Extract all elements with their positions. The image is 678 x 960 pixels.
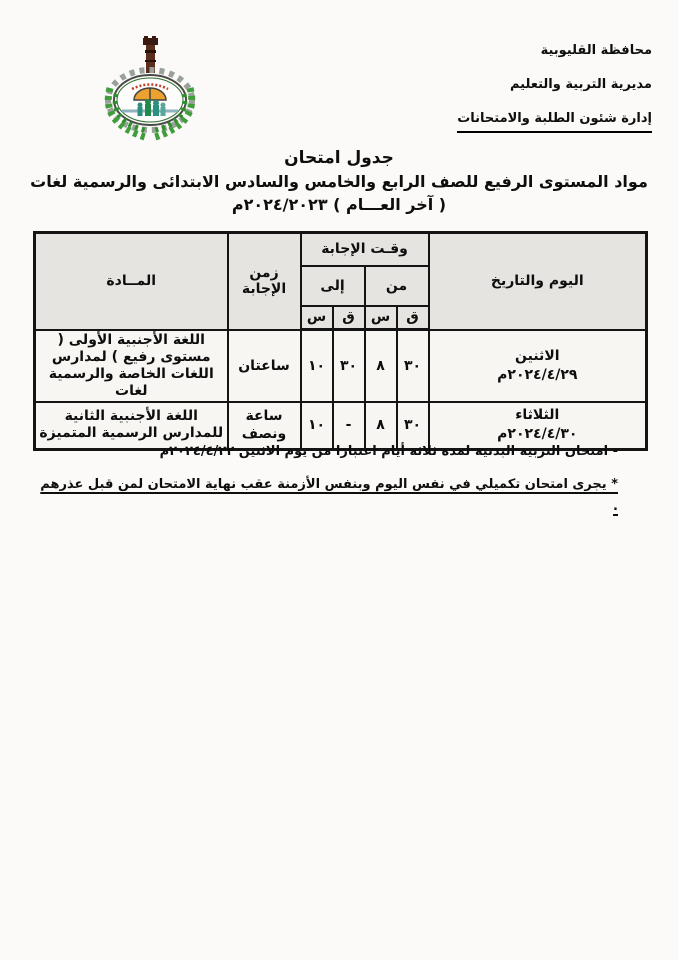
administration-name: إدارة شئون الطلبة والامتحانات xyxy=(457,110,652,133)
cell-from-minutes: ٣٠ xyxy=(397,330,429,402)
directorate-name: مديرية التربية والتعليم xyxy=(509,77,652,92)
day-name: الاثنين xyxy=(515,347,560,364)
title-subjects: مواد المستوى الرفيع للصف الرابع والخامس والسادس الابتدائى والرسمية لغات xyxy=(30,172,648,191)
col-header-to-minutes: ق xyxy=(333,306,365,330)
cell-duration: ساعة ونصف xyxy=(228,402,301,450)
col-header-subject: المــادة xyxy=(35,233,228,330)
cell-duration: ساعتان xyxy=(228,330,301,402)
note-physical-education: - امتحان التربية البدنية لمدة ثلاثة أيام اعتبارا من يوم الاثنين ٢٠٢٤/٤/٢٢م xyxy=(159,444,618,459)
cell-from-hours: ٨ xyxy=(365,402,397,450)
cell-from-hours: ٨ xyxy=(365,330,397,402)
qalyubia-governorate-logo-icon xyxy=(92,36,208,146)
cell-subject: اللغة الأجنبية الأولى ( مستوى رفيع ) لمدارس اللغات الخاصة والرسمية لغات xyxy=(35,330,228,402)
col-header-day-date: اليوم والتاريخ xyxy=(429,233,647,330)
cell-day-date xyxy=(429,330,647,402)
col-header-duration: زمن الإجابة xyxy=(228,233,301,330)
cell-to-hours: ١٠ xyxy=(301,330,333,402)
col-header-answer-time: وقـت الإجابة xyxy=(301,233,429,266)
day-name: الثلاثاء xyxy=(515,407,560,424)
col-header-from: من xyxy=(365,266,429,306)
col-header-from-hours: س xyxy=(365,306,397,330)
date-value: ٢٠٢٤/٤/٢٩م xyxy=(497,366,578,383)
table-row xyxy=(35,330,647,402)
footnotes xyxy=(38,441,618,529)
cell-subject: اللغة الأجنبية الثانية للمدارس الرسمية المتميزة xyxy=(35,402,228,450)
exam-schedule-table xyxy=(33,231,648,451)
col-header-to-hours: س xyxy=(301,306,333,330)
governorate-name: محافظة القليوبية xyxy=(540,43,652,58)
cell-to-hours: ١٠ xyxy=(301,402,333,450)
col-header-from-minutes: ق xyxy=(397,306,429,330)
org-header xyxy=(457,42,652,149)
cell-to-minutes: - xyxy=(333,402,365,450)
title-year: ( آخر العـــام ) ٢٠٢٤/٢٠٢٣م xyxy=(231,195,447,214)
title-main: جدول امتحان xyxy=(284,148,394,168)
cell-to-minutes: ٣٠ xyxy=(333,330,365,402)
col-header-to: إلى xyxy=(301,266,365,306)
document-title xyxy=(0,146,678,216)
note-makeup-exam: * يجرى امتحان تكميلي في نفس اليوم وبنفس الأزمنة عقب نهاية الامتحان لمن قبل عذرهم . xyxy=(40,477,618,514)
cell-from-minutes: ٣٠ xyxy=(397,402,429,450)
date-value: ٢٠٢٤/٤/٣٠م xyxy=(497,426,578,443)
